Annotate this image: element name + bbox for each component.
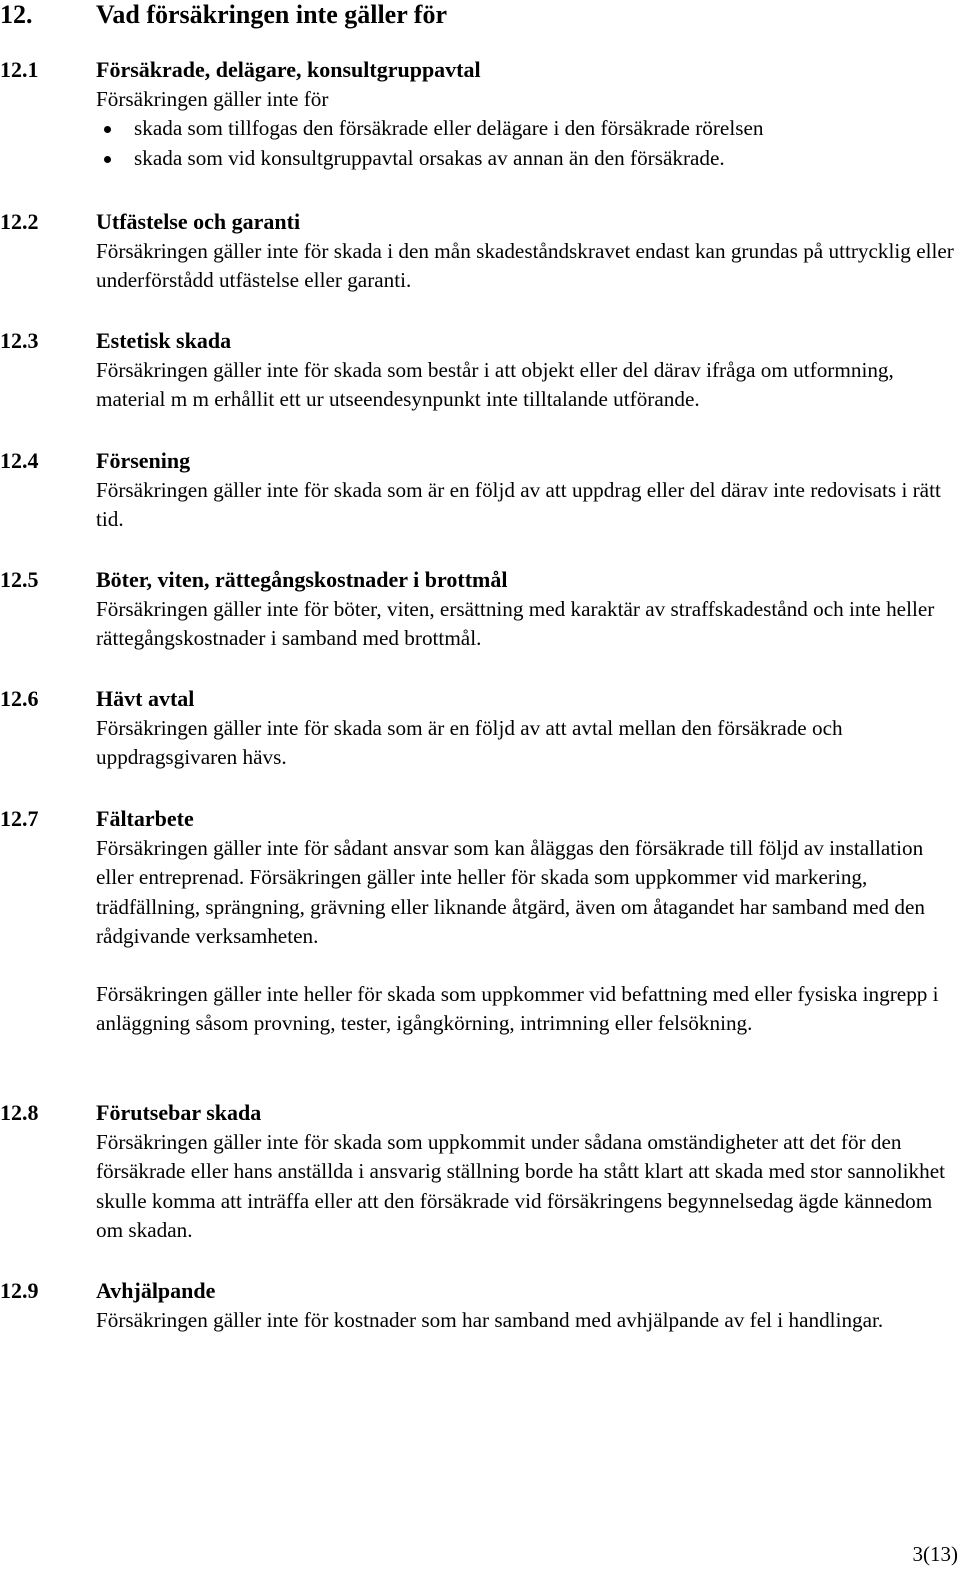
section-12-3: [0, 326, 960, 415]
section-title: Försäkrade, delägare, konsultgruppavtal: [96, 57, 481, 82]
bullet-item: [96, 114, 956, 143]
section-paragraph: Försäkringen gäller inte för kostnader som har samband med avhjälpande av fel i handlingar.: [96, 1308, 884, 1332]
section-body: [96, 834, 956, 1039]
section-heading: [0, 446, 960, 476]
section-paragraph: Försäkringen gäller inte för skada som är en följd av att uppdrag eller del därav inte redovisats i rätt tid.: [96, 478, 941, 532]
section-intro: Försäkringen gäller inte för: [96, 87, 329, 111]
bullet-icon: [104, 156, 111, 163]
section-paragraph: Försäkringen gäller inte för skada som består i att objekt eller del därav ifråga om utformning, material m m erhållit ett ur utseendesynpunkt inte tilltalande utförande.: [96, 358, 894, 412]
section-number: 12.3: [0, 328, 39, 353]
section-body: [96, 1306, 956, 1335]
section-heading: [0, 565, 960, 595]
section-title: Förutsebar skada: [96, 1100, 262, 1125]
section-heading: [0, 1098, 960, 1128]
section-body: [96, 714, 956, 773]
section-body: [96, 1128, 956, 1245]
section-body: [96, 476, 956, 535]
section-body: [96, 595, 956, 654]
section-heading: [0, 684, 960, 714]
section-paragraph: Försäkringen gäller inte för sådant ansvar som kan åläggas den försäkrade till följd av installation eller entreprenad. Försäkringen gäller inte heller för skada som uppkommer vid markering, trädfällning, sprängning, grävning eller liknande åtgärd, även om åtagandet har samband med den rådgivande verksamheten.: [96, 836, 925, 948]
section-number: 12.4: [0, 448, 39, 473]
section-heading: [0, 207, 960, 237]
section-title: Estetisk skada: [96, 328, 232, 353]
section-title: Böter, viten, rättegångskostnader i brottmål: [96, 567, 508, 592]
section-body: [96, 356, 956, 415]
section-heading: [0, 804, 960, 834]
chapter-title: Vad försäkringen inte gäller för: [96, 0, 447, 29]
bullet-list: [96, 114, 956, 173]
section-title: Försening: [96, 448, 191, 473]
section-number: 12.1: [0, 57, 39, 82]
section-paragraph: Försäkringen gäller inte för skada i den mån skadeståndskravet endast kan grundas på uttrycklig eller underförstådd utfästelse eller garanti.: [96, 239, 954, 293]
bullet-item: [96, 144, 956, 173]
section-number: 12.6: [0, 686, 39, 711]
bullet-icon: [104, 126, 111, 133]
section-12-9: [0, 1276, 960, 1335]
section-12-6: [0, 684, 960, 773]
section-number: 12.7: [0, 806, 39, 831]
section-number: 12.5: [0, 567, 39, 592]
section-12-7: [0, 804, 960, 1039]
section-number: 12.2: [0, 209, 39, 234]
section-number: 12.9: [0, 1278, 39, 1303]
section-title: Hävt avtal: [96, 686, 195, 711]
section-12-1: [0, 55, 960, 173]
section-12-5: [0, 565, 960, 654]
page-number: 3(13): [912, 1542, 958, 1566]
section-12-8: [0, 1098, 960, 1245]
section-title: Utfästelse och garanti: [96, 209, 301, 234]
section-paragraph: Försäkringen gäller inte heller för skada som uppkommer vid befattning med eller fysiska ingrepp i anläggning såsom provning, tester, igångkörning, intrimning eller felsökning.: [96, 982, 939, 1036]
section-title: Avhjälpande: [96, 1278, 216, 1303]
section-paragraph: Försäkringen gäller inte för böter, viten, ersättning med karaktär av straffskadestånd och inte heller rättegångskostnader i samband med brottmål.: [96, 597, 935, 651]
section-heading: [0, 326, 960, 356]
bullet-text: skada som vid konsultgruppavtal orsakas av annan än den försäkrade.: [134, 145, 725, 170]
chapter-number: 12.: [0, 0, 33, 29]
section-body: [96, 237, 956, 296]
section-12-2: [0, 207, 960, 296]
bullet-text: skada som tillfogas den försäkrade eller delägare i den försäkrade rörelsen: [134, 116, 764, 141]
section-12-4: [0, 446, 960, 535]
section-title: Fältarbete: [96, 806, 194, 831]
section-paragraph: Försäkringen gäller inte för skada som är en följd av att avtal mellan den försäkrade och uppdragsgivaren hävs.: [96, 716, 843, 770]
section-heading: [0, 1276, 960, 1306]
section-heading: [0, 55, 960, 85]
section-number: 12.8: [0, 1100, 39, 1125]
section-body: [96, 85, 956, 173]
section-paragraph: Försäkringen gäller inte för skada som uppkommit under sådana omständigheter att det för den försäkrade eller hans anställda i ansvarig ställning borde ha stått klart att skada med stor sannolikhet skulle komma att inträffa eller att den försäkrade vid försäkringens begynnelsedag ägde kännedom om skadan.: [96, 1130, 946, 1242]
